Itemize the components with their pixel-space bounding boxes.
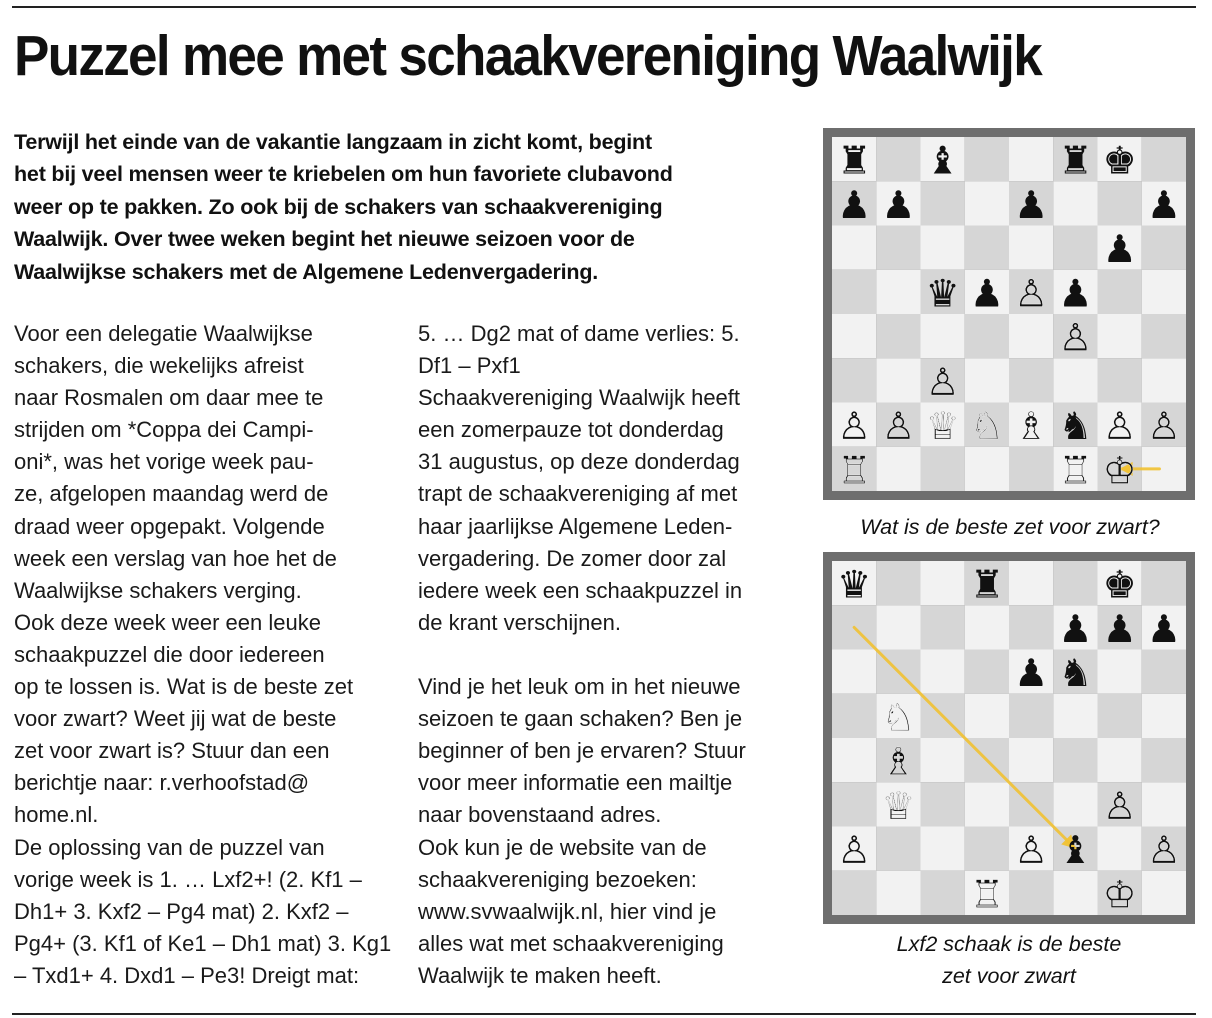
board-square: [1053, 871, 1097, 915]
chess-piece: ♖: [969, 872, 1004, 917]
board-square: [1098, 270, 1142, 314]
intro-line: Waalwijk. Over twee weken begint het nieuwe seizoen voor de: [14, 227, 635, 252]
chess-piece: ♞: [1058, 651, 1093, 696]
body-line: een zomerpauze tot donderdag: [418, 417, 724, 443]
body-line: Pg4+ (3. Kf1 of Ke1 – Dh1 mat) 3. Kg1: [14, 930, 392, 956]
chess-piece: ♙: [1146, 404, 1181, 449]
intro-line: Waalwijkse schakers met de Algemene Ledenvergadering.: [14, 259, 599, 284]
board-square: [965, 447, 1009, 491]
board-square: [1098, 358, 1142, 402]
chess-piece: ♛: [925, 271, 960, 316]
chess-piece: ♙: [1014, 828, 1049, 873]
board-square: [1142, 650, 1186, 694]
body-column-right: [418, 318, 796, 992]
board-square: [876, 270, 920, 314]
body-line: [418, 639, 796, 671]
chess-piece: ♟: [1014, 182, 1049, 227]
body-line: www.svwaalwijk.nl, hier vind je: [418, 898, 717, 924]
chess-piece: ♙: [1102, 783, 1137, 828]
board-square: [1098, 827, 1142, 871]
body-line: zet voor zwart is? Stuur dan een: [14, 738, 330, 764]
chess-piece: ♟: [1058, 606, 1093, 651]
body-line: Dh1+ 3. Kxf2 – Pg4 mat) 2. Kxf2 –: [14, 898, 349, 924]
board-square: [1098, 181, 1142, 225]
chess-piece: ♕: [925, 404, 960, 449]
board-square: [965, 181, 1009, 225]
board-square: [1009, 694, 1053, 738]
board-square: [1053, 694, 1097, 738]
chess-piece: ♟: [837, 182, 872, 227]
board-square: [1142, 358, 1186, 402]
body-line: vergadering. De zomer door zal: [418, 545, 727, 571]
board-square: [965, 694, 1009, 738]
body-line: de krant verschijnen.: [418, 609, 621, 635]
board-square: [876, 314, 920, 358]
body-line: draad weer opgepakt. Volgende: [14, 513, 325, 539]
board-square: [832, 650, 876, 694]
body-line: alles wat met schaakvereniging: [418, 930, 724, 956]
body-line: Df1 – Pxf1: [418, 353, 521, 379]
body-line: op te lossen is. Wat is de beste zet: [14, 674, 354, 700]
intro-line: weer op te pakken. Zo ook bij de schakers van schaakvereniging: [14, 194, 663, 219]
board-square: [1053, 226, 1097, 270]
board-square: [921, 561, 965, 605]
body-line: schaakvereniging bezoeken:: [418, 866, 697, 892]
board-square: [832, 314, 876, 358]
board-square: [1053, 738, 1097, 782]
body-line: 5. … Dg2 mat of dame verlies: 5.: [418, 321, 740, 346]
board-square: [1009, 871, 1053, 915]
body-line: week een verslag van hoe het de: [14, 545, 337, 571]
article-intro: [14, 126, 804, 288]
board-square: [832, 738, 876, 782]
chess-piece: ♙: [1058, 315, 1093, 360]
intro-line: het bij veel mensen weer te kriebelen om hun favoriete clubavond: [14, 162, 673, 187]
board-square: [1009, 561, 1053, 605]
board-square: [921, 181, 965, 225]
body-line: Ook deze week weer een leuke: [14, 609, 321, 635]
chess-piece: ♟: [1146, 182, 1181, 227]
chess-piece: ♖: [837, 448, 872, 493]
board-square: [965, 782, 1009, 826]
body-line: vorige week is 1. … Lxf2+! (2. Kf1 –: [14, 866, 362, 892]
board-square: [921, 226, 965, 270]
board-square: [921, 447, 965, 491]
board-square: [1009, 358, 1053, 402]
board-square: [1009, 738, 1053, 782]
board-svg: [823, 128, 1195, 500]
body-line: Waalwijkse schakers verging.: [14, 577, 302, 603]
board-square: [1009, 314, 1053, 358]
board-square: [1098, 650, 1142, 694]
chess-piece: ♗: [881, 739, 916, 784]
bottom-rule: [12, 1013, 1196, 1015]
board-square: [1142, 561, 1186, 605]
board-square: [965, 358, 1009, 402]
body-line: beginner of ben je ervaren? Stuur: [418, 738, 746, 764]
body-line: naar bovenstaand adres.: [418, 802, 662, 828]
board-square: [921, 738, 965, 782]
board-square: [921, 871, 965, 915]
body-column-left: [14, 318, 392, 992]
chess-piece: ♟: [1102, 227, 1137, 272]
chess-piece: ♟: [881, 182, 916, 227]
board-square: [1009, 137, 1053, 181]
chess-piece: ♔: [1102, 872, 1137, 917]
board-square: [1009, 226, 1053, 270]
chess-piece: ♙: [925, 359, 960, 404]
chess-piece: ♖: [1058, 448, 1093, 493]
body-line: strijden om *Coppa dei Campi-: [14, 417, 314, 443]
board-square: [876, 358, 920, 402]
board-square: [1142, 137, 1186, 181]
body-line: iedere week een schaakpuzzel in: [418, 577, 743, 603]
body-line: voor meer informatie een mailtje: [418, 770, 733, 796]
body-line: schakers, die wekelijks afreist: [14, 353, 304, 379]
board-square: [1053, 181, 1097, 225]
solution-caption: [823, 928, 1195, 992]
chess-piece: ♟: [969, 271, 1004, 316]
top-rule: [12, 6, 1196, 8]
board-square: [876, 447, 920, 491]
chess-piece: ♗: [1014, 404, 1049, 449]
solution-caption-line: Lxf2 schaak is de beste: [896, 932, 1122, 956]
board-square: [1142, 782, 1186, 826]
board-square: [965, 605, 1009, 649]
board-square: [1053, 782, 1097, 826]
chess-piece: ♕: [881, 783, 916, 828]
board-square: [832, 782, 876, 826]
puzzle-chessboard: [823, 128, 1195, 500]
board-square: [1053, 358, 1097, 402]
board-square: [1098, 314, 1142, 358]
board-square: [1142, 270, 1186, 314]
chess-piece: ♜: [969, 562, 1004, 607]
board-square: [876, 561, 920, 605]
chess-piece: ♝: [1058, 828, 1093, 873]
chess-piece: ♟: [1058, 271, 1093, 316]
board-square: [876, 871, 920, 915]
body-line: Vind je het leuk om in het nieuwe: [418, 674, 741, 700]
body-line: haar jaarlijkse Algemene Leden-: [418, 513, 733, 539]
chess-piece: ♘: [969, 404, 1004, 449]
body-line: Ook kun je de website van de: [418, 834, 707, 860]
body-line: – Txd1+ 4. Dxd1 – Pe3! Dreigt mat:: [14, 962, 360, 988]
board-square: [876, 605, 920, 649]
chess-piece: ♝: [925, 138, 960, 183]
board-square: [876, 137, 920, 181]
body-line: naar Rosmalen om daar mee te: [14, 385, 324, 411]
solution-chessboard: [823, 552, 1195, 924]
puzzle-caption: Wat is de beste zet voor zwart?: [860, 515, 1160, 539]
chess-piece: ♞: [1058, 404, 1093, 449]
board-square: [876, 827, 920, 871]
chess-piece: ♙: [1146, 828, 1181, 873]
board-square: [1009, 447, 1053, 491]
chess-piece: ♛: [837, 562, 872, 607]
chess-piece: ♚: [1102, 138, 1137, 183]
board-svg: [823, 552, 1195, 924]
chess-piece: ♜: [1058, 138, 1093, 183]
solution-caption-line: zet voor zwart: [942, 964, 1076, 988]
chess-piece: ♟: [1014, 651, 1049, 696]
board-square: [965, 226, 1009, 270]
body-line: Waalwijk te maken heeft.: [418, 962, 662, 988]
board-square: [921, 314, 965, 358]
board-square: [1009, 605, 1053, 649]
board-square: [921, 650, 965, 694]
body-line: berichtje naar: r.verhoofstad@: [14, 770, 310, 796]
board-square: [921, 782, 965, 826]
article-title: Puzzel mee met schaakvereniging Waalwijk: [14, 24, 1042, 88]
board-square: [1142, 738, 1186, 782]
board-square: [832, 358, 876, 402]
board-square: [965, 827, 1009, 871]
board-square: [921, 605, 965, 649]
board-square: [1053, 561, 1097, 605]
chess-piece: ♙: [837, 404, 872, 449]
board-square: [1142, 226, 1186, 270]
board-square: [876, 226, 920, 270]
body-line: voor zwart? Weet jij wat de beste: [14, 706, 337, 732]
board-square: [832, 270, 876, 314]
body-line: trapt de schaakvereniging af met: [418, 481, 738, 507]
chess-piece: ♟: [1102, 606, 1137, 651]
board-square: [832, 871, 876, 915]
chess-piece: ♙: [1014, 271, 1049, 316]
chess-piece: ♙: [837, 828, 872, 873]
board-square: [921, 827, 965, 871]
board-square: [965, 137, 1009, 181]
chess-piece: ♙: [881, 404, 916, 449]
body-line: De oplossing van de puzzel van: [14, 834, 325, 860]
body-line: schaakpuzzel die door iedereen: [14, 641, 325, 667]
chess-piece: ♚: [1102, 562, 1137, 607]
board-square: [965, 314, 1009, 358]
board-square: [832, 694, 876, 738]
board-square: [1098, 694, 1142, 738]
chess-piece: ♙: [1102, 404, 1137, 449]
board-square: [965, 650, 1009, 694]
body-line: seizoen te gaan schaken? Ben je: [418, 706, 743, 732]
board-square: [1098, 738, 1142, 782]
board-square: [1142, 314, 1186, 358]
body-line: 31 augustus, op deze donderdag: [418, 449, 740, 475]
intro-line: Terwijl het einde van de vakantie langzaam in zicht komt, begint: [14, 130, 652, 154]
chess-piece: ♔: [1102, 448, 1137, 493]
board-square: [1142, 694, 1186, 738]
body-line: Schaakvereniging Waalwijk heeft: [418, 385, 741, 411]
body-line: home.nl.: [14, 802, 99, 828]
body-line: Voor een delegatie Waalwijkse: [14, 321, 313, 346]
board-square: [832, 226, 876, 270]
chess-piece: ♘: [881, 695, 916, 740]
body-line: ze, afgelopen maandag werd de: [14, 481, 329, 507]
body-line: oni*, was het vorige week pau-: [14, 449, 314, 475]
board-square: [1142, 871, 1186, 915]
chess-piece: ♜: [837, 138, 872, 183]
chess-piece: ♟: [1146, 606, 1181, 651]
